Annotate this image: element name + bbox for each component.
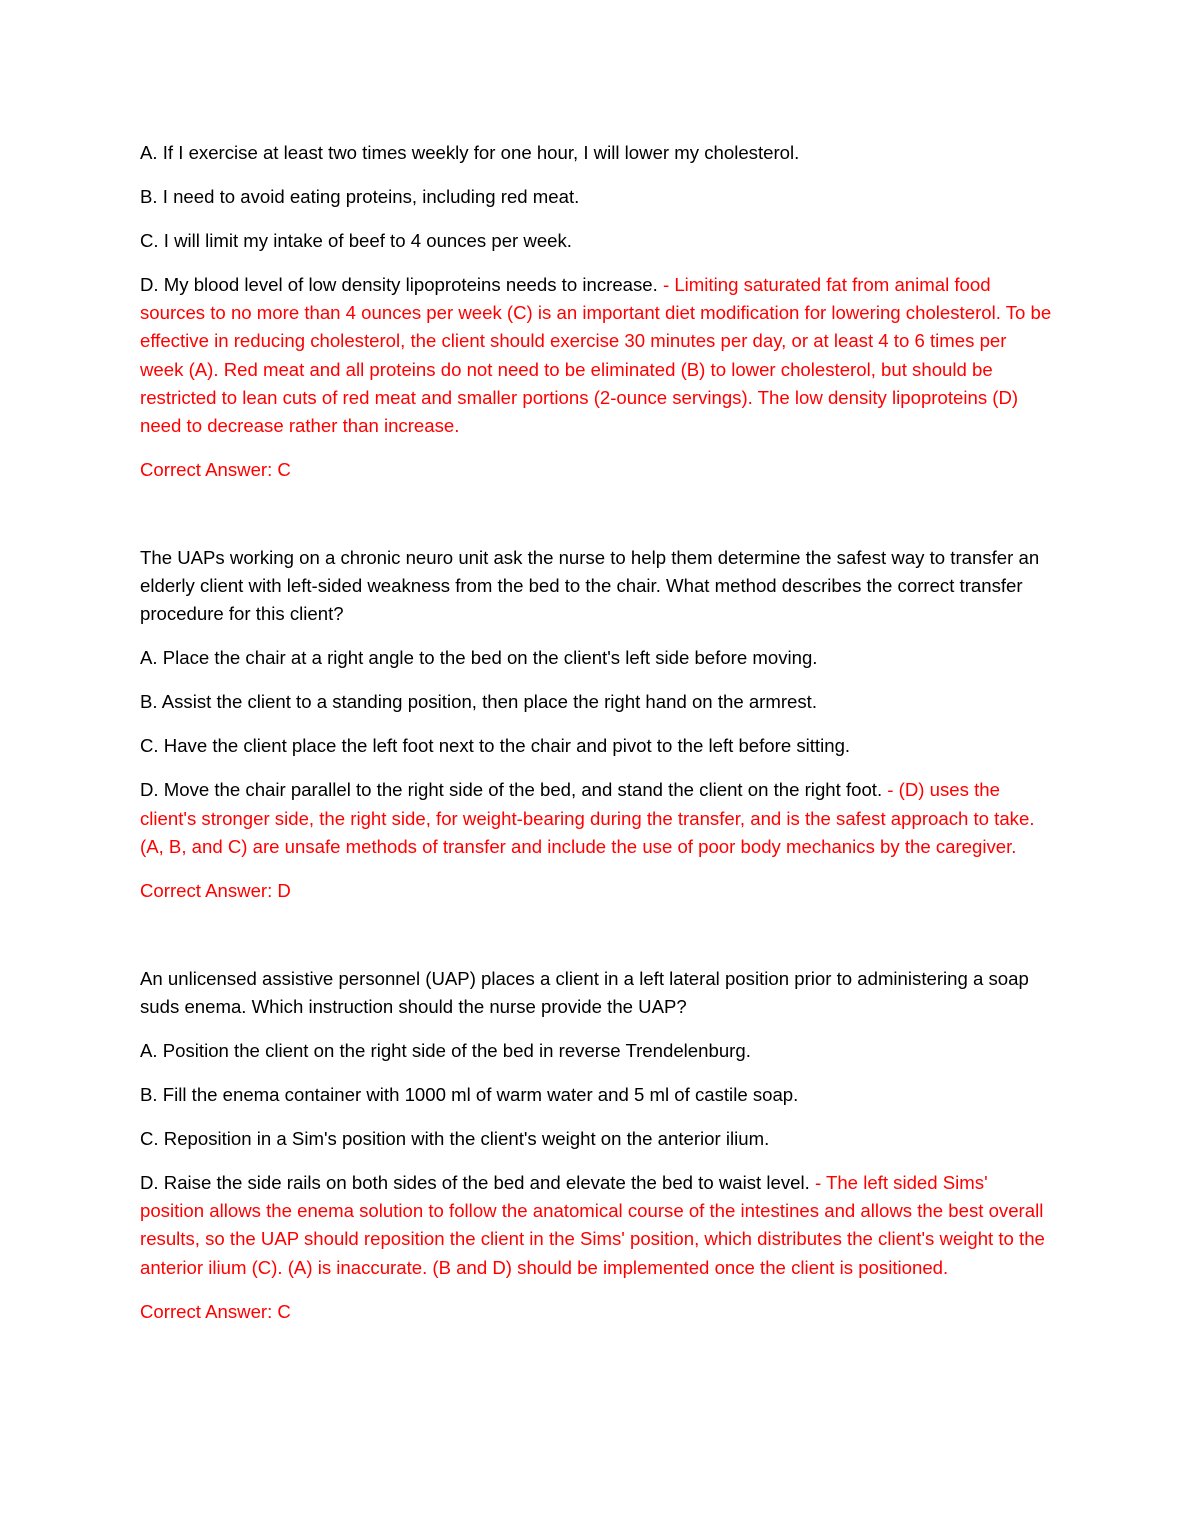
option-b: B. Assist the client to a standing position, then place the right hand on the armrest. [140, 691, 818, 713]
option-d-text: D. Raise the side rails on both sides of the bed and elevate the bed to waist level. [140, 1172, 810, 1194]
option-b: B. I need to avoid eating proteins, including red meat. [140, 186, 580, 207]
option-c: C. Have the client place the left foot next to the chair and pivot to the left before sitting. [140, 735, 851, 757]
question-separator [140, 921, 1055, 965]
option-a: A. Place the chair at a right angle to the bed on the client's left side before moving. [140, 647, 818, 669]
option-a: A. Position the client on the right side of the bed in reverse Trendelenburg. [140, 1040, 751, 1062]
option-d [140, 776, 1055, 861]
question-block [140, 139, 1055, 484]
option-d-text: D. My blood level of low density lipoproteins needs to increase. [140, 274, 658, 295]
option-c: C. Reposition in a Sim's position with the client's weight on the anterior ilium. [140, 1128, 770, 1150]
option-d [140, 1169, 1055, 1282]
correct-answer: Correct Answer: C [140, 1300, 291, 1322]
rationale: - (D) uses the client's stronger side, the right side, for weight-bearing during the transfer, and is the safest approach to take. (A, B, and C) are unsafe methods of transfer and include the use of poor body mechanics by the caregiver. [140, 779, 1035, 857]
option-b: B. Fill the enema container with 1000 ml of warm water and 5 ml of castile soap. [140, 1084, 799, 1106]
question-stem: The UAPs working on a chronic neuro unit ask the nurse to help them determine the safest way to transfer an elderly client with left-sided weakness from the bed to the chair. What method describes the correct transfer procedure for this client? [140, 547, 1040, 625]
question-separator [140, 500, 1055, 544]
correct-answer: Correct Answer: D [140, 879, 291, 901]
question-stem: An unlicensed assistive personnel (UAP) places a client in a left lateral position prior to administering a soap suds enema. Which instruction should the nurse provide the UAP? [140, 967, 1029, 1018]
question-block [140, 965, 1055, 1326]
option-d-text: D. Move the chair parallel to the right side of the bed, and stand the client on the right foot. [140, 779, 883, 801]
rationale: - Limiting saturated fat from animal food sources to no more than 4 ounces per week (C) is an important diet modification for lowering cholesterol. To be effective in reducing cholesterol, the client should exercise 30 minutes per day, or at least 4 to 6 times per week (A). Red meat and all proteins do not need to be eliminated (B) to lower cholesterol, but should be restricted to lean cuts of red meat and smaller portions (2-ounce servings). The low density lipoproteins (D) need to decrease rather than increase. [140, 274, 1052, 437]
question-list [140, 139, 1055, 1342]
question-block [140, 544, 1055, 905]
correct-answer: Correct Answer: C [140, 459, 291, 481]
option-a: A. If I exercise at least two times weekly for one hour, I will lower my cholesterol. [140, 142, 800, 163]
rationale: - The left sided Sims' position allows the enema solution to follow the anatomical course of the intestines and allows the best overall results, so the UAP should reposition the client in the Sims' position, which distributes the client's weight to the anterior ilium (C). (A) is inaccurate. (B and D) should be implemented once the client is positioned. [140, 1172, 1045, 1278]
option-d [140, 271, 1055, 440]
option-c: C. I will limit my intake of beef to 4 ounces per week. [140, 230, 572, 251]
